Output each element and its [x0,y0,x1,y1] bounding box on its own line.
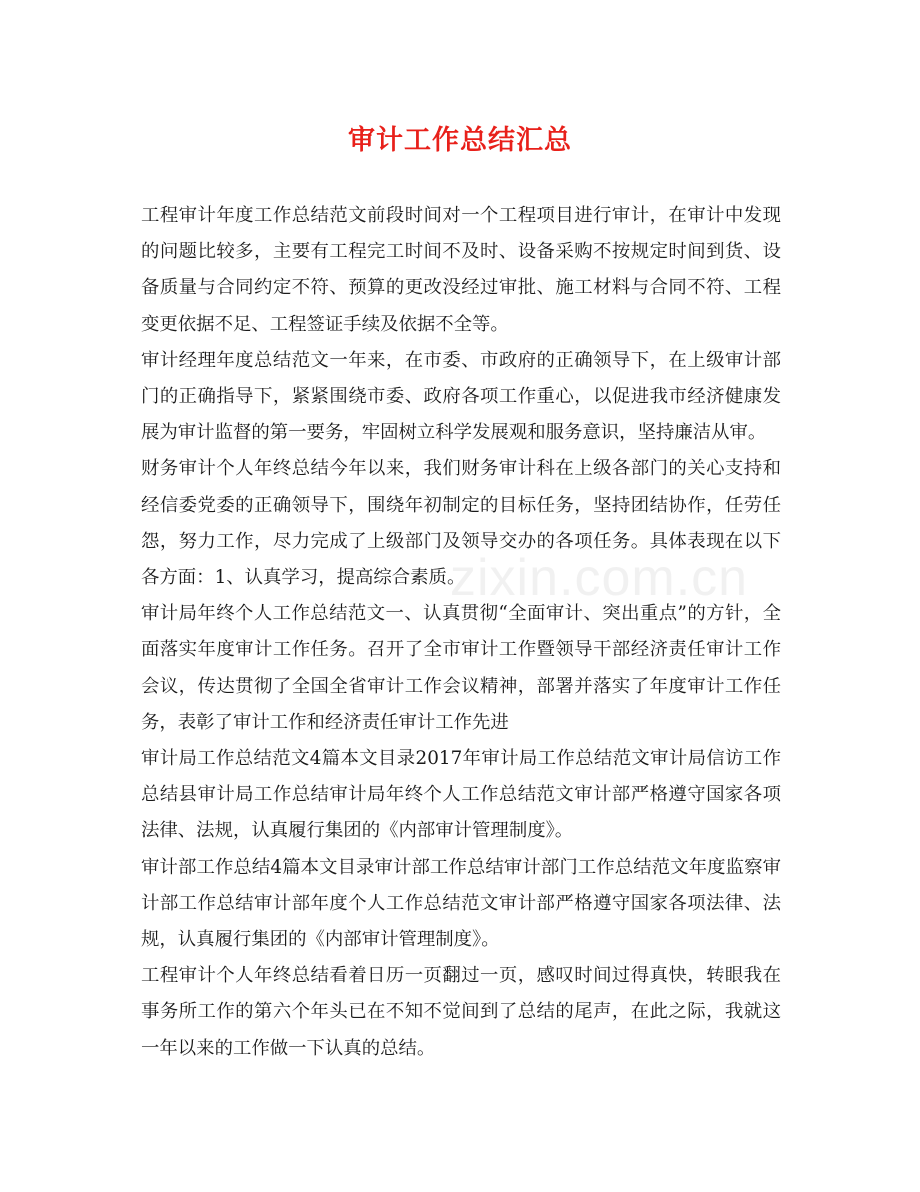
document-body [141,198,781,1067]
paragraph-6: 审计部工作总结4篇本文目录审计部工作总结审计部门工作总结范文年度监察审计部工作总结审计部年度个人工作总结范文审计部严格遵守国家各项法律、法规，认真履行集团的《内部审计管理制度》。 [141,856,781,951]
paragraph-5: 审计局工作总结范文4篇本文目录2017年审计局工作总结范文审计局信访工作总结县审计局工作总结审计局年终个人工作总结范文审计部严格遵守国家各项法律、法规，认真履行集团的《内部审计管理制度》。 [141,748,781,842]
watermark-text: zixin.com.cn [450,549,749,607]
paragraph-1: 工程审计年度工作总结范文前段时间对一个工程项目进行审计，在审计中发现的问题比较多，主要有工程完工时间不及时、设备采购不按规定时间到货、设备质量与合同约定不符、预算的更改没经过审批、施工材料与合同不符、工程变更依据不足、工程签证手续及依据不全等。 [141,205,781,335]
paragraph-4: 审计局年终个人工作总结范文一、认真贯彻“全面审计、突出重点”的方针，全面落实年度审计工作任务。召开了全市审计工作暨领导干部经济责任审计工作会议，传达贯彻了全国全省审计工作会议精神，部署并落实了年度审计工作任务，表彰了审计工作和经济责任审计工作先进 [141,603,781,733]
paragraph-3: 财务审计个人年终总结今年以来，我们财务审计科在上级各部门的关心支持和经信委党委的正确领导下，围绕年初制定的目标任务，坚持团结协作，任劳任怨，努力工作，尽力完成了上级部门及领导交办的各项任务。具体表现在以下各方面：1、认真学习，提高综合素质。 [141,458,781,589]
paragraph-2: 审计经理年度总结范文一年来，在市委、市政府的正确领导下，在上级审计部门的正确指导下，紧紧围绕市委、政府各项工作重心，以促进我市经济健康发展为审计监督的第一要务，牢固树立科学发展观和服务意识，坚持廉洁从审。 [141,349,781,444]
document-title: 审计工作总结汇总 [348,125,572,156]
paragraph-7: 工程审计个人年终总结看着日历一页翻过一页，感叹时间过得真快，转眼我在事务所工作的第六个年头已在不知不觉间到了总结的尾声，在此之际，我就这一年以来的工作做一下认真的总结。 [141,965,781,1059]
